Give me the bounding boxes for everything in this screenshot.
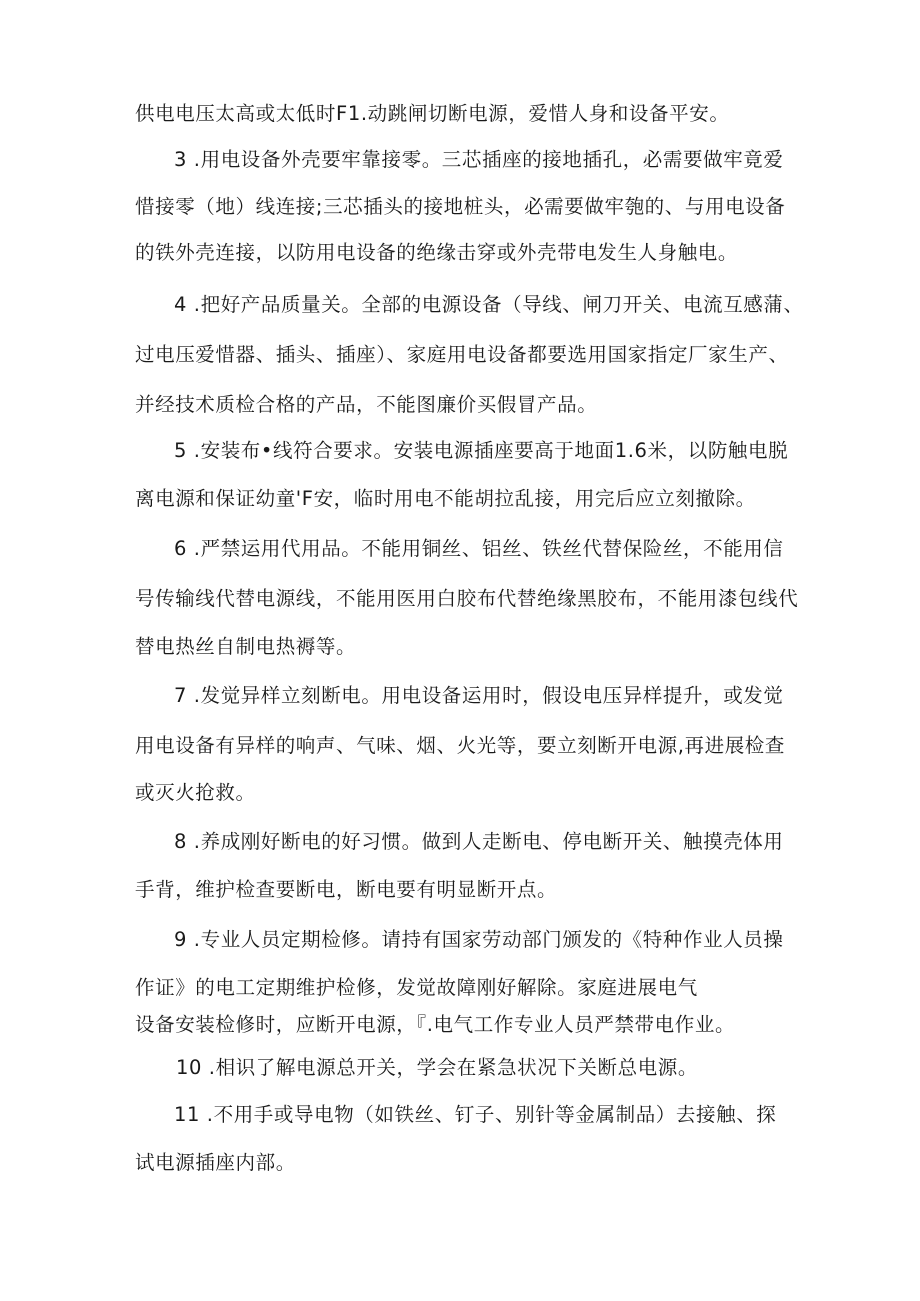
text-line: 用电设备有异样的响声、气味、烟、火光等，要立刻断开电源,再进展检查 (135, 734, 785, 757)
text-line: 3 .用电设备外壳要牢靠接零。三芯插座的接地插孔，必需要做牢竟爱 (174, 148, 784, 171)
text-line: 供电电压太高或太低时F1.动跳闸切断电源，爱惜人身和设备平安。 (135, 102, 730, 125)
text-line: 或灭火抢救。 (135, 781, 256, 804)
text-line: 4 .把好产品质量关。全部的电源设备（导线、闸刀开关、电流互感蒲、 (174, 293, 804, 316)
text-line: 6 .严禁运用代用品。不能用铜丝、铝丝、铁丝代替保险丝，不能用信 (174, 537, 784, 560)
text-line: 手背，维护检查要断电，断电要有明显断开点。 (135, 878, 558, 901)
text-line: 并经技术质检合格的产品，不能图廉价买假冒产品。 (135, 393, 598, 416)
text-line: 7 .发觉异样立刻断电。用电设备运用时，假设电压异样提升，或发觉 (174, 684, 784, 707)
text-line: 离电源和保证幼童'F安，临时用电不能胡拉乱接，用完后应立刻撤除。 (135, 487, 756, 510)
text-line: 的铁外壳连接，以防用电设备的绝缘击穿或外壳带电发生人身触电。 (135, 241, 739, 264)
text-line: 过电压爱惜器、插头、插座）、家庭用电设备都要选用国家指定厂家生产、 (135, 343, 789, 366)
text-line: 5 .安装布•线符合要求。安装电源插座要高于地面1.6米，以防触电脱 (174, 439, 789, 462)
text-line: 9 .专业人员定期检修。请持有国家劳动部门颁发的《特种作业人员操 (174, 928, 784, 951)
text-line: 惜接零（地）线连接;三芯插头的接地桩头，必需要做牢匏的、与用电设备 (135, 195, 786, 218)
text-line: 8 .养成刚好断电的好习惯。做到人走断电、停电断开关、触摸壳体用 (174, 830, 784, 853)
text-line: 作证》的电工定期维护检修，发觉故障刚好解除。家庭进展电气 (135, 976, 698, 999)
text-line: 号传输线代替电源线，不能用医用白胶布代替绝缘黑胶布，不能用漆包线代 (135, 587, 799, 610)
text-line: 设备安装检修时，应断开电源，『.电气工作专业人员严禁带电作业。 (135, 1013, 736, 1036)
text-line: 替电热丝自制电热褥等。 (135, 635, 357, 658)
text-line: 11 .不用手或导电物（如铁丝、钉子、别针等金属制品）去接触、探 (174, 1103, 777, 1126)
text-line: 10 .相识了解电源总开关，学会在紧急状况下关断总电源。 (176, 1056, 699, 1079)
text-line: 试电源插座内部。 (135, 1151, 296, 1174)
